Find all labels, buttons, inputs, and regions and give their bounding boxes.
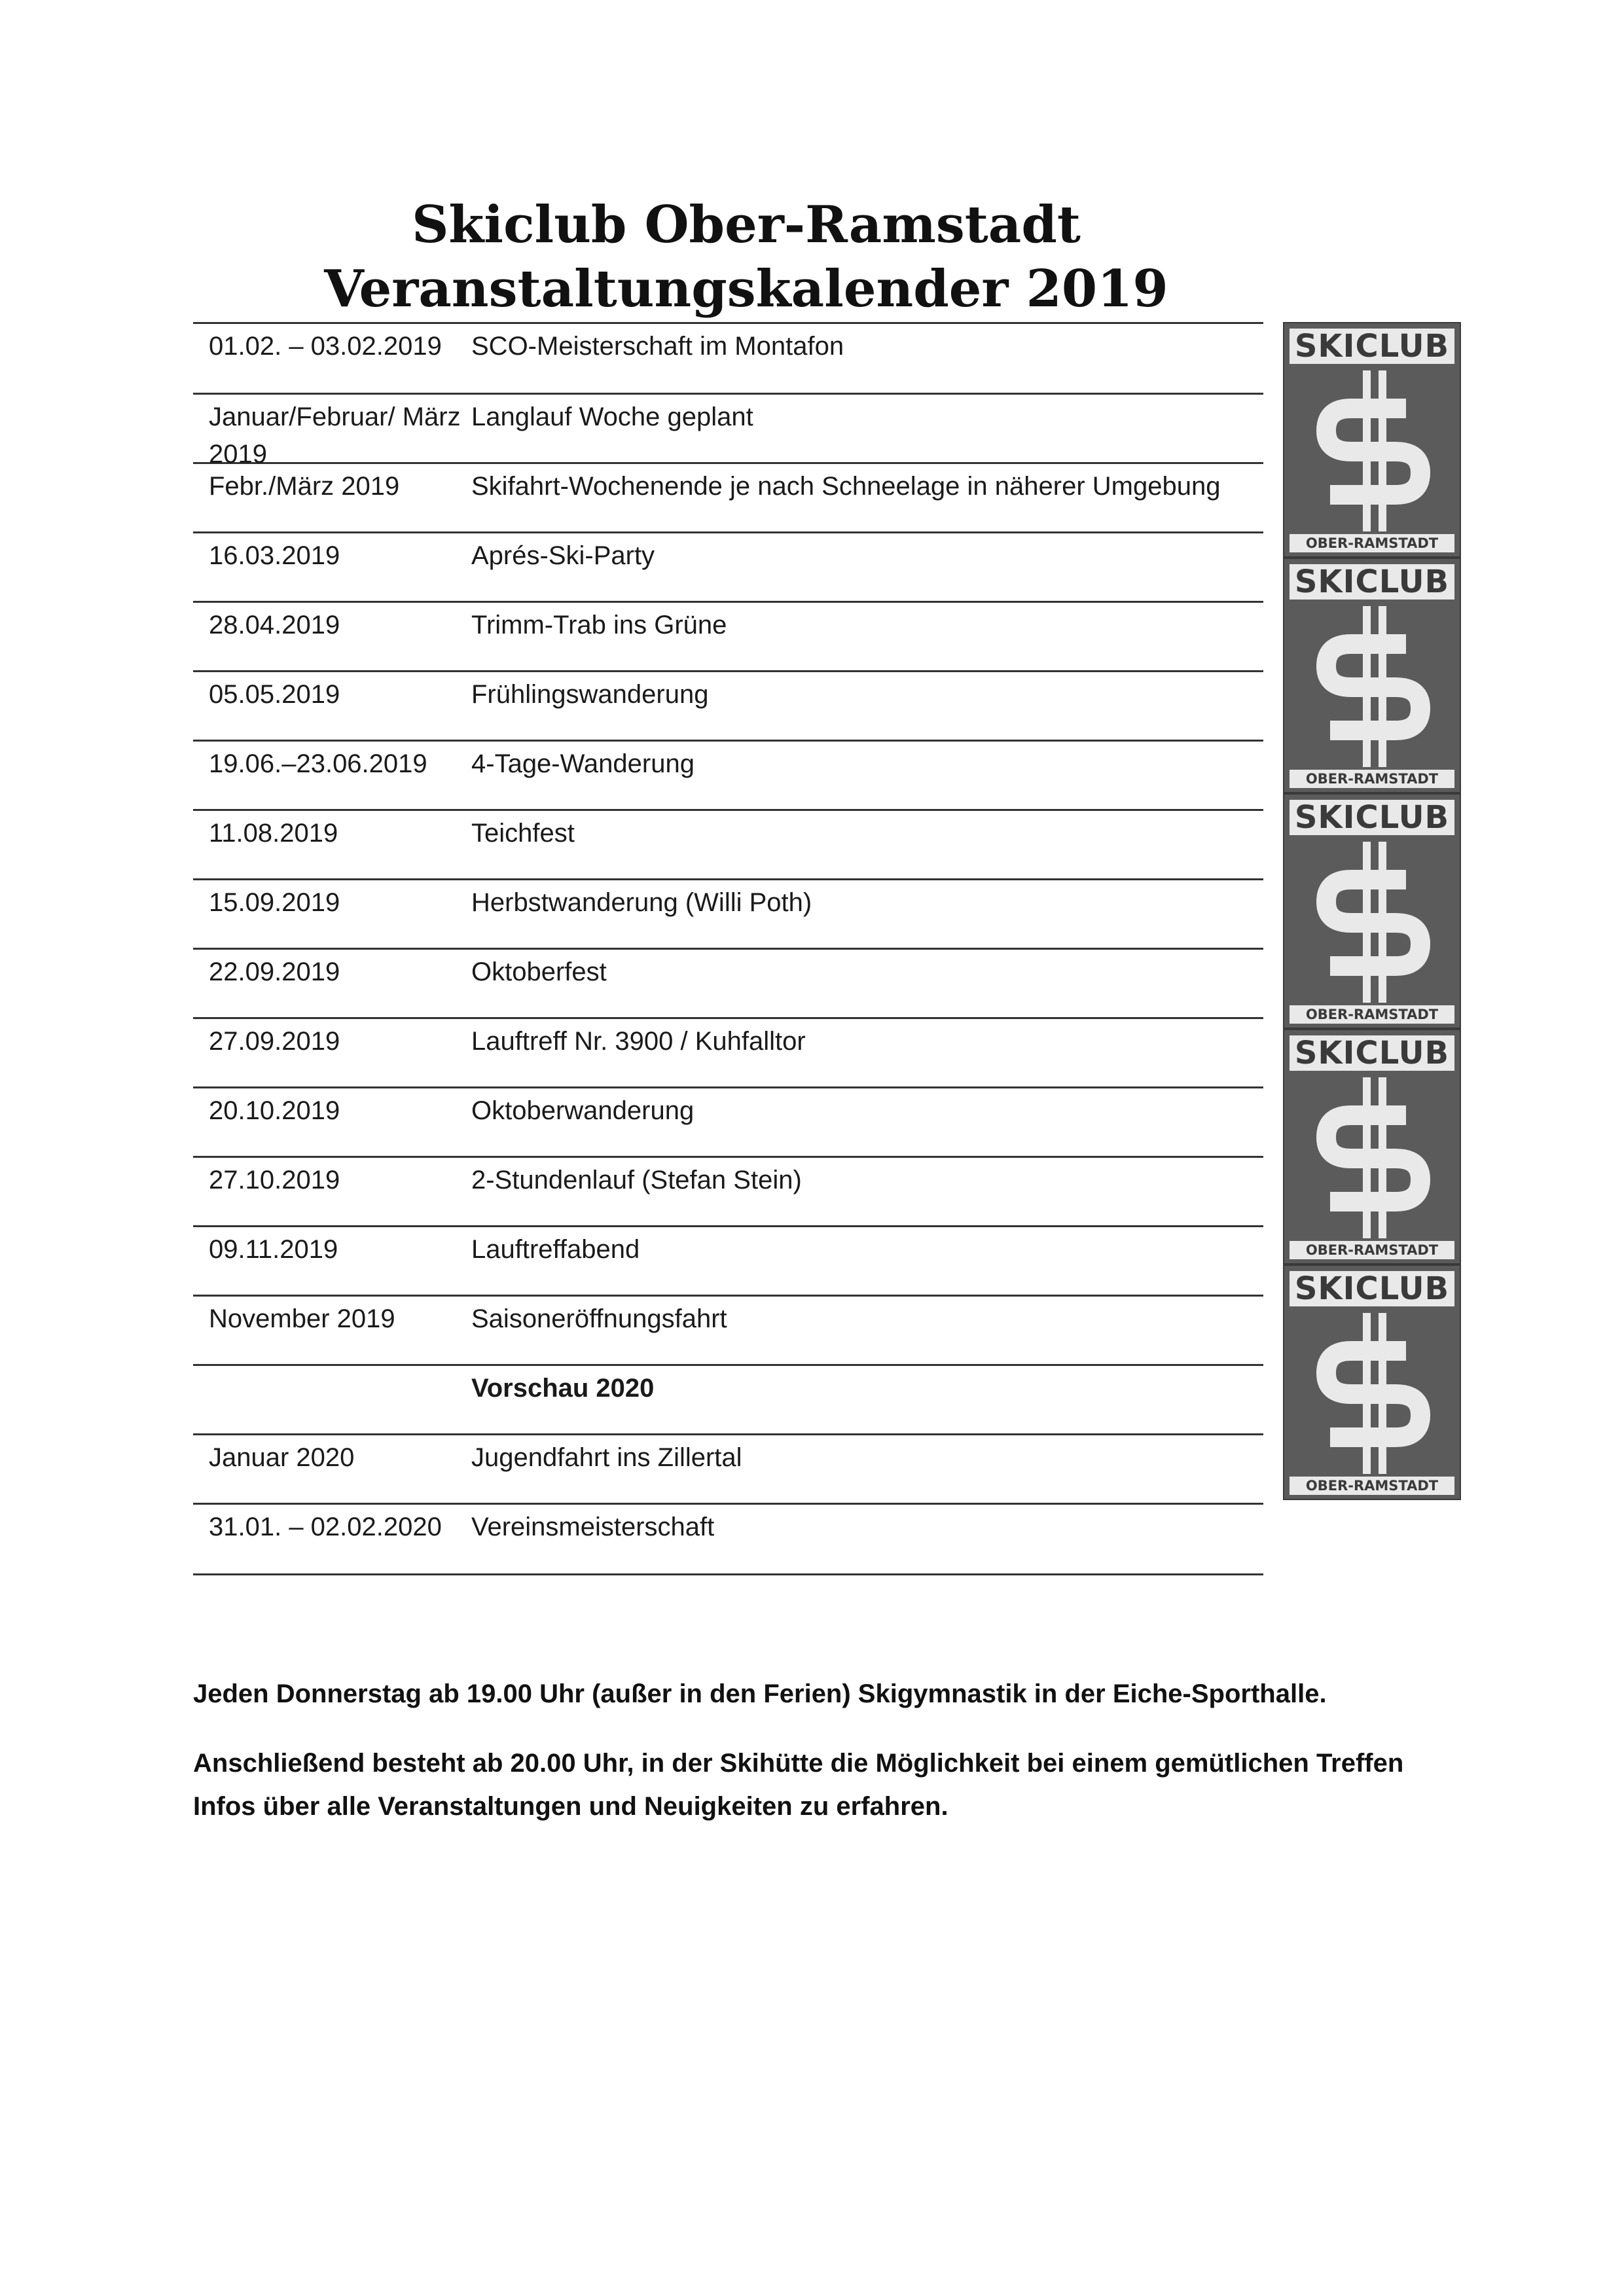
table-row <box>193 1088 1263 1158</box>
table-row <box>193 1435 1263 1505</box>
table-row <box>193 1158 1263 1227</box>
event-name: Lauftreff Nr. 3900 / Kuhfalltor <box>471 1027 806 1056</box>
event-name: SCO-Meisterschaft im Montafon <box>471 332 844 361</box>
event-date: 16.03.2019 <box>209 541 340 570</box>
page-title <box>193 193 1299 321</box>
event-date: 31.01. – 02.02.2020 <box>209 1513 442 1541</box>
skiclub-logo-icon <box>1283 322 1461 558</box>
logo-bottom-text: OBER-RAMSTADT <box>1290 770 1454 788</box>
table-row <box>193 603 1263 672</box>
event-date: 20.10.2019 <box>209 1096 340 1125</box>
logo-top-text: SKICLUB <box>1290 329 1454 364</box>
event-name: Oktoberwanderung <box>471 1096 695 1125</box>
logo-bottom-text: OBER-RAMSTADT <box>1290 1477 1454 1495</box>
logo-strip <box>1283 322 1461 1500</box>
event-date: 15.09.2019 <box>209 888 340 917</box>
note-meeting: Anschließend besteht ab 20.00 Uhr, in der Skihütte die Möglichkeit bei einem gemütlichen Treffen Infos über alle Veranstaltungen und Neuigkeiten zu erfahren. <box>193 1749 1404 1821</box>
table-row-section-heading <box>193 1366 1263 1435</box>
event-date: 28.04.2019 <box>209 611 340 639</box>
event-date: 01.02. – 03.02.2019 <box>209 332 442 361</box>
event-date <box>193 1366 471 1433</box>
skiclub-emblem-icon <box>1308 1313 1439 1474</box>
event-date: Januar 2020 <box>209 1443 355 1472</box>
event-date: 27.10.2019 <box>209 1166 340 1194</box>
event-name: Teichfest <box>471 819 575 848</box>
section-heading: Vorschau 2020 <box>471 1374 655 1403</box>
event-name: Herbstwanderung (Willi Poth) <box>471 888 812 917</box>
skiclub-emblem-icon <box>1308 1077 1439 1238</box>
logo-top-text: SKICLUB <box>1290 1035 1454 1071</box>
logo-top-text: SKICLUB <box>1290 564 1454 600</box>
event-date: November 2019 <box>209 1304 395 1333</box>
event-name: Saisoneröffnungsfahrt <box>471 1304 727 1333</box>
event-date: Febr./März 2019 <box>209 472 400 501</box>
event-date: Januar/Februar/ März 2019 <box>209 403 461 469</box>
skiclub-logo-icon <box>1283 793 1461 1029</box>
table-row <box>193 1297 1263 1366</box>
event-name: 4-Tage-Wanderung <box>471 749 695 778</box>
events-table <box>193 322 1263 1575</box>
skiclub-emblem-icon <box>1308 842 1439 1003</box>
table-row <box>193 811 1263 880</box>
event-date: 11.08.2019 <box>209 819 338 848</box>
logo-top-text: SKICLUB <box>1290 800 1454 835</box>
event-date: 09.11.2019 <box>209 1235 338 1264</box>
skiclub-emblem-icon <box>1308 370 1439 531</box>
event-name: Oktoberfest <box>471 958 607 986</box>
table-row <box>193 672 1263 742</box>
table-row <box>193 1227 1263 1297</box>
title-line-club: Skiclub Ober-Ramstadt <box>412 195 1081 255</box>
table-row <box>193 1505 1263 1575</box>
event-name: Langlauf Woche geplant <box>471 403 753 431</box>
event-date: 19.06.–23.06.2019 <box>209 749 427 778</box>
event-name: Jugendfahrt ins Zillertal <box>471 1443 742 1472</box>
event-date: 05.05.2019 <box>209 680 340 709</box>
event-name: Lauftreffabend <box>471 1235 640 1264</box>
table-row <box>193 324 1263 395</box>
table-row <box>193 1019 1263 1088</box>
event-name: 2-Stundenlauf (Stefan Stein) <box>471 1166 802 1194</box>
footer-notes <box>193 1672 1463 1854</box>
event-name: Aprés-Ski-Party <box>471 541 655 570</box>
title-line-calendar: Veranstaltungskalender 2019 <box>324 259 1168 319</box>
skiclub-emblem-icon <box>1308 606 1439 767</box>
skiclub-logo-icon <box>1283 558 1461 793</box>
skiclub-logo-icon <box>1283 1029 1461 1265</box>
note-gymnastics: Jeden Donnerstag ab 19.00 Uhr (außer in den Ferien) Skigymnastik in der Eiche-Sporthalle. <box>193 1679 1327 1708</box>
event-name: Frühlingswanderung <box>471 680 709 709</box>
table-row <box>193 742 1263 811</box>
event-name: Trimm-Trab ins Grüne <box>471 611 727 639</box>
table-row <box>193 950 1263 1019</box>
table-row <box>193 464 1263 533</box>
logo-bottom-text: OBER-RAMSTADT <box>1290 1005 1454 1024</box>
event-name: Vereinsmeisterschaft <box>471 1513 715 1541</box>
table-row <box>193 880 1263 950</box>
logo-bottom-text: OBER-RAMSTADT <box>1290 1241 1454 1259</box>
skiclub-logo-icon <box>1283 1265 1461 1500</box>
table-row <box>193 533 1263 603</box>
logo-top-text: SKICLUB <box>1290 1271 1454 1306</box>
event-name: Skifahrt-Wochenende je nach Schneelage in näherer Umgebung <box>471 472 1221 501</box>
logo-bottom-text: OBER-RAMSTADT <box>1290 534 1454 552</box>
event-date: 27.09.2019 <box>209 1027 340 1056</box>
event-date: 22.09.2019 <box>209 958 340 986</box>
table-row <box>193 395 1263 469</box>
